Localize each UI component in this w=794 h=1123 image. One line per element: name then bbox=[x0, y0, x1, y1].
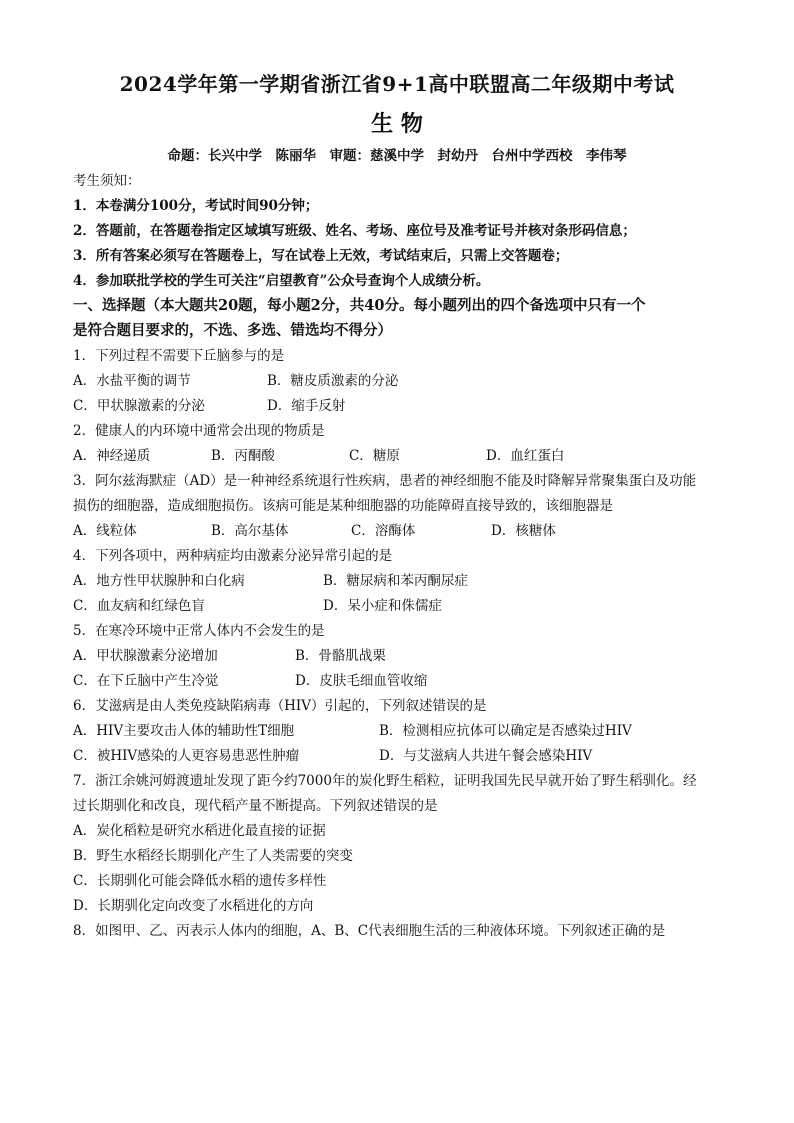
notice-item: 1．本卷满分100分，考试时间90分钟； bbox=[73, 198, 319, 214]
option-d: D．皮肤毛细血管收缩 bbox=[295, 673, 428, 689]
option-c: C．甲状腺激素的分泌 bbox=[73, 398, 205, 414]
question-8-stem: 8．如图甲、乙、丙表示人体内的细胞，A、B、C代表细胞生活的三种液体环境。下列叙述正确的是 bbox=[73, 923, 666, 939]
question-1-stem: 1．下列过程不需要下丘脑参与的是 bbox=[73, 348, 285, 364]
option-c: C．血友病和红绿色盲 bbox=[73, 598, 205, 614]
option-b: B．糖皮质激素的分泌 bbox=[267, 373, 399, 389]
option-a: A．神经递质 bbox=[73, 448, 151, 464]
option-b: B．野生水稻经长期驯化产生了人类需要的突变 bbox=[73, 848, 353, 864]
section-heading: 一、选择题（本大题共20题，每小题2分，共40分。每小题列出的四个备选项中只有一个 bbox=[73, 297, 646, 314]
option-a: A．甲状腺激素分泌增加 bbox=[73, 648, 218, 664]
option-d: D．呆小症和侏儒症 bbox=[323, 598, 442, 614]
question-3-stem: 3．阿尔兹海默症（AD）是一种神经系统退行性疾病，患者的神经细胞不能及时降解异常聚集蛋白及功能 bbox=[73, 473, 697, 489]
question-2-stem: 2．健康人的内环境中通常会出现的物质是 bbox=[73, 423, 325, 439]
option-a: A．线粒体 bbox=[73, 523, 137, 539]
option-a: A．炭化稻粒是研究水稻进化最直接的证据 bbox=[73, 823, 326, 839]
notice-item: 4．参加联批学校的学生可关注“启望教育”公众号查询个人成绩分析。 bbox=[73, 273, 490, 289]
option-b: B．高尔基体 bbox=[211, 523, 289, 539]
option-b: B．检测相应抗体可以确定是否感染过HIV bbox=[379, 723, 632, 739]
question-7-stem-cont: 过长期驯化和改良，现代稻产量不断提高。下列叙述错误的是 bbox=[73, 798, 438, 814]
subject-title: 生 物 bbox=[371, 111, 423, 137]
option-d: D．缩手反射 bbox=[267, 398, 346, 414]
option-a: A．HIV主要攻击人体的辅助性T细胞 bbox=[73, 723, 295, 739]
authors-line: 命题：长兴中学 陈丽华 审题：慈溪中学 封幼丹 台州中学西校 李伟琴 bbox=[167, 148, 627, 164]
notice-heading: 考生须知： bbox=[73, 173, 141, 189]
option-c: C．长期驯化可能会降低水稻的遗传多样性 bbox=[73, 873, 327, 889]
option-b: B．丙酮酸 bbox=[211, 448, 275, 464]
option-b: B．糖尿病和苯丙酮尿症 bbox=[323, 573, 468, 589]
option-c: C．被HIV感染的人更容易患恶性肿瘤 bbox=[73, 748, 300, 764]
question-4-stem: 4．下列各项中，两种病症均由激素分泌异常引起的是 bbox=[73, 548, 393, 564]
option-a: A．地方性甲状腺肿和白化病 bbox=[73, 573, 245, 589]
option-d: D．血红蛋白 bbox=[486, 448, 565, 464]
exam-title: 2024学年第一学期省浙江省9+1高中联盟高二年级期中考试 bbox=[119, 72, 675, 96]
question-7-stem: 7．浙江余姚河姆渡遗址发现了距今约7000年的炭化野生稻粒，证明我国先民早就开始了野生稻驯化。经 bbox=[73, 773, 697, 789]
question-3-stem-cont: 损伤的细胞器，造成细胞损伤。该病可能是某种细胞器的功能障碍直接导致的，该细胞器是 bbox=[73, 498, 613, 514]
option-a: A．水盐平衡的调节 bbox=[73, 373, 191, 389]
section-heading-cont: 是符合题目要求的，不选、多选、错选均不得分） bbox=[73, 322, 392, 339]
option-c: C．溶酶体 bbox=[351, 523, 416, 539]
question-6-stem: 6．艾滋病是由人类免疫缺陷病毒（HIV）引起的，下列叙述错误的是 bbox=[73, 698, 487, 714]
option-d: D．核糖体 bbox=[491, 523, 556, 539]
question-5-stem: 5．在寒冷环境中正常人体内不会发生的是 bbox=[73, 623, 325, 639]
option-c: C．糖原 bbox=[349, 448, 400, 464]
option-d: D．长期驯化定向改变了水稻进化的方向 bbox=[73, 898, 314, 914]
option-b: B．骨骼肌战栗 bbox=[295, 648, 386, 664]
notice-item: 2．答题前，在答题卷指定区域填写班级、姓名、考场、座位号及准考证号并核对条形码信息； bbox=[73, 223, 636, 239]
option-d: D．与艾滋病人共进午餐会感染HIV bbox=[379, 748, 593, 764]
option-c: C．在下丘脑中产生冷觉 bbox=[73, 673, 219, 689]
notice-item: 3．所有答案必须写在答题卷上，写在试卷上无效，考试结束后，只需上交答题卷； bbox=[73, 248, 569, 264]
